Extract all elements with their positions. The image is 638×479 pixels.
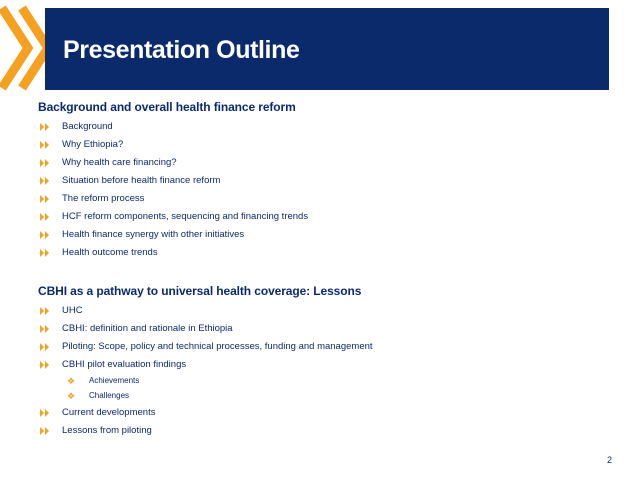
double-arrow-icon xyxy=(40,426,50,436)
double-arrow-icon xyxy=(40,212,50,222)
list-item-label: The reform process xyxy=(62,193,145,204)
double-arrow-icon xyxy=(40,324,50,334)
title-banner xyxy=(45,8,609,90)
diamond-icon: ❖ xyxy=(67,391,76,401)
list-item-label: Why Ethiopia? xyxy=(62,139,124,150)
double-arrow-icon xyxy=(40,248,50,258)
double-arrow-icon xyxy=(40,408,50,418)
slide-title: Presentation Outline xyxy=(63,36,300,64)
double-arrow-icon xyxy=(40,342,50,352)
list-item-label: Piloting: Scope, policy and technical processes, funding and management xyxy=(62,341,373,352)
list-item-label: CBHI pilot evaluation findings xyxy=(62,359,187,370)
list-item-label: CBHI: definition and rationale in Ethiopia xyxy=(62,323,233,334)
list-item-label: HCF reform components, sequencing and financing trends xyxy=(62,211,309,222)
list-item-label: Background xyxy=(62,121,113,132)
list-item-label: Situation before health finance reform xyxy=(62,175,221,186)
double-arrow-icon xyxy=(40,194,50,204)
double-arrow-icon xyxy=(40,176,50,186)
double-arrow-icon xyxy=(40,158,50,168)
sub-list-item-label: Achievements xyxy=(89,376,140,385)
list-item-label: Health finance synergy with other initiatives xyxy=(62,229,245,240)
double-arrow-icon xyxy=(40,306,50,316)
section-heading-cbhi: CBHI as a pathway to universal health coverage: Lessons xyxy=(38,284,362,298)
double-arrow-icon xyxy=(40,360,50,370)
list-item-label: Why health care financing? xyxy=(62,157,177,168)
list-item-label: Lessons from piloting xyxy=(62,425,152,436)
double-arrow-icon xyxy=(40,230,50,240)
sub-list-item-label: Challenges xyxy=(89,391,130,400)
list-item-label: Current developments xyxy=(62,407,156,418)
double-arrow-icon xyxy=(40,140,50,150)
list-item-label: Health outcome trends xyxy=(62,247,158,258)
page-number: 2 xyxy=(606,455,612,465)
list-item-label: UHC xyxy=(62,305,83,316)
section-heading-background: Background and overall health finance reform xyxy=(38,100,296,114)
double-arrow-icon xyxy=(40,122,50,132)
diamond-icon: ❖ xyxy=(67,376,76,386)
